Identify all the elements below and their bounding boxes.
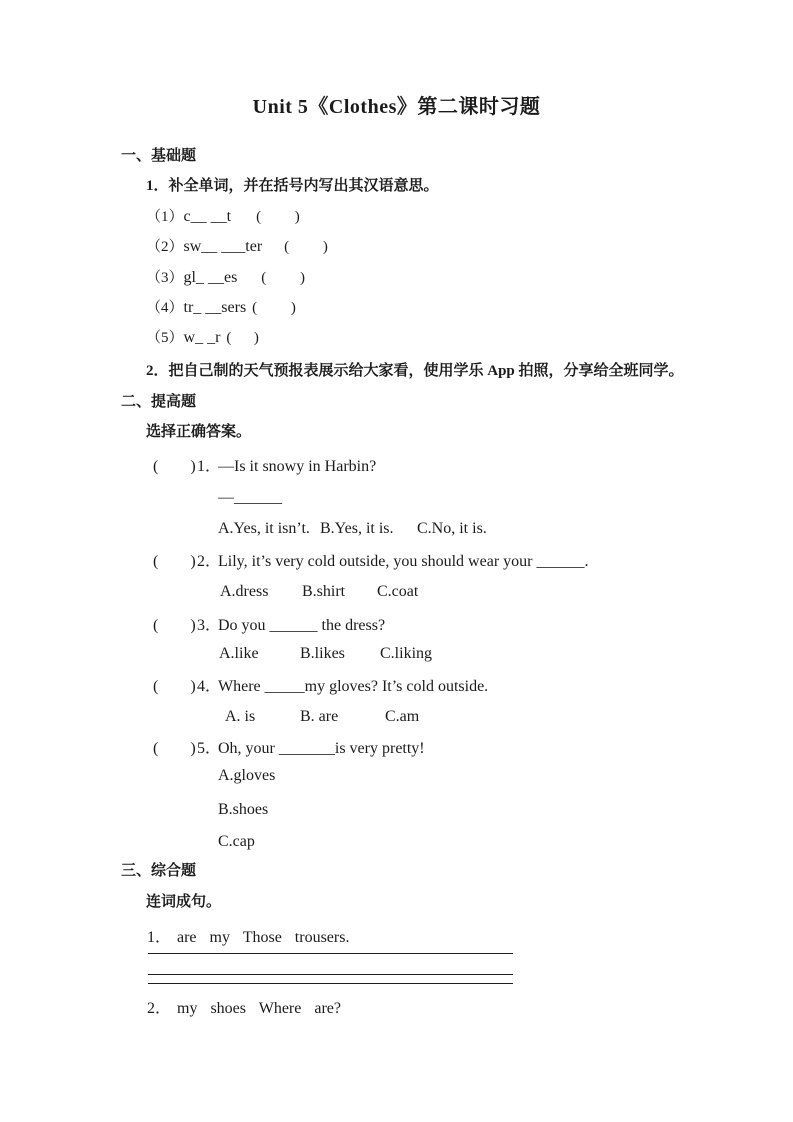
answer-blank-parens: ( ) [153, 553, 196, 570]
rearrange-item-2 [147, 999, 341, 1019]
rearrange-instruction: 连词成句。 [146, 894, 222, 910]
mc-question-1-reply: —______ [218, 489, 282, 506]
question-text: Oh, your _______is very pretty! [218, 740, 425, 757]
answer-blank-parens: ( ) [153, 617, 196, 634]
option-b: B. are [300, 708, 339, 725]
rearrange-item-1 [147, 928, 349, 948]
mc-question-5 [153, 739, 425, 759]
answer-bracket: ( ) [284, 239, 328, 255]
word-item [146, 328, 259, 348]
question-number: 1． [197, 458, 222, 475]
page-title: Unit 5《Clothes》第二课时习题 [252, 96, 541, 118]
option-a: A.like [219, 645, 259, 662]
question-number: 2． [197, 553, 222, 570]
option-c: C.cap [218, 833, 255, 850]
option-b: B.likes [300, 645, 345, 662]
word-item-number: （5） [146, 330, 184, 346]
word-item-number: （3） [146, 270, 184, 286]
mc-question-3 [153, 616, 385, 636]
option-b: B.shirt [302, 583, 346, 600]
word-blank: sw__ ___ter [183, 238, 263, 255]
option-c: C.No, it is. [417, 520, 487, 537]
answer-blank-parens: ( ) [153, 458, 196, 475]
question-number: 5． [197, 740, 222, 757]
mc-question-2 [153, 552, 588, 572]
mc-question-4 [153, 677, 488, 697]
option-a: A.gloves [218, 767, 276, 784]
word-blank: c__ __t [183, 208, 232, 225]
question-number: 4． [197, 678, 222, 695]
option-c: C.coat [377, 583, 419, 600]
answer-write-line [148, 953, 513, 954]
section-improve-heading: 二、提高题 [121, 394, 197, 410]
task2-instruction: 2．把自己制的天气预报表展示给大家看，使用学乐 App 拍照，分享给全班同学。 [146, 363, 684, 379]
word-item [146, 237, 328, 257]
answer-blank-parens: ( ) [153, 740, 196, 757]
word-item-number: （4） [146, 300, 184, 316]
question-text: Lily, it’s very cold outside, you should wear your ______. [218, 553, 589, 570]
option-a: A.dress [220, 583, 269, 600]
answer-bracket: ( ) [226, 330, 259, 346]
question-text: —Is it snowy in Harbin? [218, 458, 377, 475]
answer-bracket: ( ) [261, 270, 306, 286]
option-c: C.am [385, 708, 420, 725]
word-item [146, 298, 296, 318]
answer-bracket: ( ) [256, 209, 300, 225]
question-text: Where _____my gloves? It’s cold outside. [218, 678, 489, 695]
word-item [146, 268, 305, 288]
option-a: A.Yes, it isn’t. [218, 520, 310, 537]
mc-question-1 [153, 457, 376, 477]
question-text: Do you ______ the dress? [218, 617, 386, 634]
answer-write-line [148, 974, 513, 975]
item-words: are my Those trousers. [177, 929, 350, 946]
answer-bracket: ( ) [252, 300, 296, 316]
word-item-number: （1） [146, 209, 184, 225]
word-blank: w_ _r [183, 329, 221, 346]
question-number: 3． [197, 617, 222, 634]
word-blank: gl_ __es [183, 269, 238, 286]
answer-write-line [148, 983, 513, 984]
option-a: A. is [225, 708, 256, 725]
item-number: 2． [147, 1000, 172, 1017]
item-words: my shoes Where are? [177, 1000, 341, 1017]
option-b: B.shoes [218, 801, 269, 818]
word-item [146, 207, 300, 227]
word-item-number: （2） [146, 239, 184, 255]
option-b: B.Yes, it is. [320, 520, 394, 537]
option-c: C.liking [380, 645, 433, 662]
mc-question-1-options [218, 519, 487, 539]
word-blank: tr_ __sers [183, 299, 247, 316]
choose-instruction: 选择正确答案。 [146, 424, 252, 440]
section-comprehensive-heading: 三、综合题 [121, 863, 197, 879]
item-number: 1． [147, 929, 172, 946]
mc-question-4-options [225, 707, 419, 727]
mc-question-3-options [219, 644, 432, 664]
answer-blank-parens: ( ) [153, 678, 196, 695]
section-basic-heading: 一、基础题 [121, 148, 197, 164]
mc-question-2-options [220, 582, 418, 602]
task1-instruction: 1．补全单词，并在括号内写出其汉语意思。 [146, 178, 439, 194]
